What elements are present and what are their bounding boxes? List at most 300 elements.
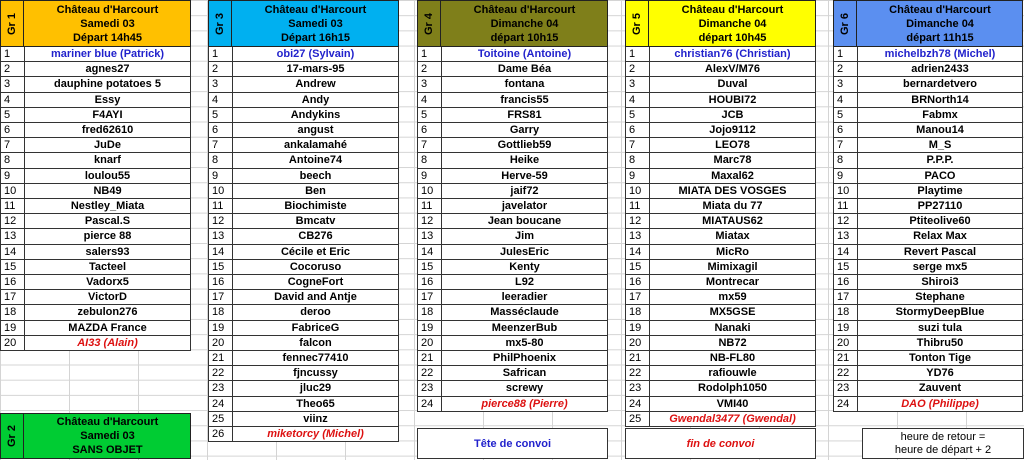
- participant-name: FRS81: [441, 108, 608, 123]
- departure-time: départ 10h15: [490, 31, 559, 44]
- participant-name: suzi tula: [857, 321, 1023, 336]
- row-number: 18: [0, 305, 24, 320]
- table-row: [833, 321, 1023, 336]
- participant-name: CB276: [232, 229, 399, 244]
- participant-name: fontana: [441, 77, 608, 92]
- participant-name: Pascal.S: [24, 214, 191, 229]
- table-row: [625, 138, 816, 153]
- row-number: 16: [417, 275, 441, 290]
- row-number: 16: [833, 275, 857, 290]
- table-row: [417, 108, 608, 123]
- participant-name: Miata du 77: [649, 199, 816, 214]
- row-number: 2: [208, 62, 232, 77]
- participant-name: dauphine potatoes 5: [24, 77, 191, 92]
- table-row: [417, 260, 608, 275]
- participant-name: mx59: [649, 290, 816, 305]
- table-row: [625, 214, 816, 229]
- participant-name: Maxal62: [649, 169, 816, 184]
- table-row: [208, 397, 399, 412]
- participant-name: Rodolph1050: [649, 381, 816, 396]
- participant-name: VictorD: [24, 290, 191, 305]
- table-row: [417, 47, 608, 62]
- table-row: [833, 397, 1023, 412]
- participant-name: pierce88 (Pierre): [441, 397, 608, 412]
- table-row: [0, 153, 191, 168]
- table-row: [208, 93, 399, 108]
- participant-name: Jim: [441, 229, 608, 244]
- participant-name: Miatax: [649, 229, 816, 244]
- table-row: [0, 275, 191, 290]
- table-row: [0, 184, 191, 199]
- participant-name: CogneFort: [232, 275, 399, 290]
- participant-name: Herve-59: [441, 169, 608, 184]
- row-number: 23: [833, 381, 857, 396]
- participant-name: YD76: [857, 366, 1023, 381]
- row-number: 12: [625, 214, 649, 229]
- row-number: 20: [417, 336, 441, 351]
- participant-name: Duval: [649, 77, 816, 92]
- row-number: 22: [208, 366, 232, 381]
- participant-name: Jojo9112: [649, 123, 816, 138]
- participant-name: Kenty: [441, 260, 608, 275]
- table-row: [0, 199, 191, 214]
- table-row: [625, 305, 816, 320]
- table-row: [208, 153, 399, 168]
- row-number: 11: [417, 199, 441, 214]
- row-number: 9: [417, 169, 441, 184]
- row-number: 1: [208, 47, 232, 62]
- row-number: 6: [625, 123, 649, 138]
- table-row: [208, 427, 399, 442]
- participant-name: Safrican: [441, 366, 608, 381]
- row-number: 4: [208, 93, 232, 108]
- participant-name: MX5GSE: [649, 305, 816, 320]
- participant-name: leeradier: [441, 290, 608, 305]
- table-row: [208, 229, 399, 244]
- table-row: [417, 381, 608, 396]
- table-row: [208, 214, 399, 229]
- row-number: 4: [417, 93, 441, 108]
- participant-name: obi27 (Sylvain): [232, 47, 399, 62]
- participant-name: salers93: [24, 245, 191, 260]
- participant-name: fred62610: [24, 123, 191, 138]
- table-row: [417, 397, 608, 412]
- row-number: 13: [417, 229, 441, 244]
- group-label: Gr 6: [834, 1, 857, 46]
- row-number: 8: [625, 153, 649, 168]
- departure-time: départ 10h45: [698, 31, 767, 44]
- row-number: 6: [0, 123, 24, 138]
- participant-name: pierce 88: [24, 229, 191, 244]
- participant-name: M_S: [857, 138, 1023, 153]
- participant-name: agnes27: [24, 62, 191, 77]
- table-row: [833, 351, 1023, 366]
- participant-name: Andrew: [232, 77, 399, 92]
- participant-name: JulesEric: [441, 245, 608, 260]
- departure-time: Départ 16h15: [280, 31, 351, 44]
- row-number: 19: [833, 321, 857, 336]
- participant-name: Nanaki: [649, 321, 816, 336]
- row-number: 6: [833, 123, 857, 138]
- table-row: [208, 412, 399, 427]
- table-row: [833, 260, 1023, 275]
- return-note-line1: heure de retour =: [900, 430, 986, 443]
- table-row: [833, 77, 1023, 92]
- row-number: 9: [625, 169, 649, 184]
- participant-name: beech: [232, 169, 399, 184]
- table-row: [833, 153, 1023, 168]
- row-number: 14: [833, 245, 857, 260]
- table-row: [833, 93, 1023, 108]
- participant-name: michelbzh78 (Michel): [857, 47, 1023, 62]
- row-number: 24: [625, 397, 649, 412]
- row-number: 13: [833, 229, 857, 244]
- table-row: [417, 290, 608, 305]
- group-label: Gr 5: [626, 1, 649, 46]
- row-number: 7: [625, 138, 649, 153]
- participant-name: Essy: [24, 93, 191, 108]
- table-row: [833, 290, 1023, 305]
- participant-name: Dame Béa: [441, 62, 608, 77]
- table-row: [208, 138, 399, 153]
- row-number: 24: [417, 397, 441, 412]
- table-row: [208, 260, 399, 275]
- row-number: 19: [208, 321, 232, 336]
- table-row: [0, 305, 191, 320]
- row-number: 15: [208, 260, 232, 275]
- row-number: 3: [417, 77, 441, 92]
- participant-name: PACO: [857, 169, 1023, 184]
- participant-name: Theo65: [232, 397, 399, 412]
- participant-name: jluc29: [232, 381, 399, 396]
- departure-time: départ 11h15: [906, 31, 974, 44]
- row-number: 17: [417, 290, 441, 305]
- row-number: 2: [0, 62, 24, 77]
- participant-name: P.P.P.: [857, 153, 1023, 168]
- row-number: 3: [625, 77, 649, 92]
- row-number: 1: [0, 47, 24, 62]
- departure-time: Départ 14h45: [72, 31, 143, 44]
- row-number: 2: [833, 62, 857, 77]
- participant-name: Stephane: [857, 290, 1023, 305]
- participant-name: miketorcy (Michel): [232, 427, 399, 442]
- table-row: [625, 397, 816, 412]
- participant-name: screwy: [441, 381, 608, 396]
- row-number: 8: [0, 153, 24, 168]
- table-row: [625, 47, 816, 62]
- group-label: Gr 3: [209, 1, 232, 46]
- table-row: [0, 290, 191, 305]
- participant-name: Marc78: [649, 153, 816, 168]
- row-number: 19: [0, 321, 24, 336]
- table-row: [833, 229, 1023, 244]
- row-number: 13: [208, 229, 232, 244]
- participant-name: BRNorth14: [857, 93, 1023, 108]
- participant-name: VMI40: [649, 397, 816, 412]
- row-number: 22: [417, 366, 441, 381]
- table-row: [833, 381, 1023, 396]
- participant-name: Tacteel: [24, 260, 191, 275]
- table-row: [833, 169, 1023, 184]
- table-row: [833, 108, 1023, 123]
- participant-name: ankalamahé: [232, 138, 399, 153]
- table-row: [417, 169, 608, 184]
- row-number: 8: [208, 153, 232, 168]
- row-number: 1: [417, 47, 441, 62]
- row-number: 21: [625, 351, 649, 366]
- row-number: 18: [625, 305, 649, 320]
- table-row: [208, 108, 399, 123]
- table-row: [625, 245, 816, 260]
- participant-name: loulou55: [24, 169, 191, 184]
- table-row: [625, 108, 816, 123]
- table-row: [208, 351, 399, 366]
- participant-name: rafiouwle: [649, 366, 816, 381]
- participant-name: AI33 (Alain): [24, 336, 191, 351]
- date: Dimanche 04: [906, 17, 974, 30]
- participant-name: LEO78: [649, 138, 816, 153]
- row-number: 23: [625, 381, 649, 396]
- row-number: 7: [0, 138, 24, 153]
- participant-name: FabriceG: [232, 321, 399, 336]
- date: Dimanche 04: [490, 17, 559, 30]
- table-row: [625, 229, 816, 244]
- row-number: 17: [625, 290, 649, 305]
- group-label: Gr 1: [1, 1, 24, 46]
- table-row: [833, 199, 1023, 214]
- row-number: 24: [208, 397, 232, 412]
- row-number: 10: [833, 184, 857, 199]
- participant-name: AlexV/M76: [649, 62, 816, 77]
- participant-name: Antoine74: [232, 153, 399, 168]
- row-number: 12: [417, 214, 441, 229]
- table-row: [208, 77, 399, 92]
- row-number: 25: [625, 412, 649, 427]
- row-number: 17: [833, 290, 857, 305]
- row-number: 13: [0, 229, 24, 244]
- participant-name: JuDe: [24, 138, 191, 153]
- table-row: [0, 62, 191, 77]
- row-number: 9: [0, 169, 24, 184]
- table-row: [417, 275, 608, 290]
- legend-end-of-convoy: fin de convoi: [625, 428, 816, 459]
- venue: Château d'Harcourt: [681, 3, 784, 16]
- participant-name: StormyDeepBlue: [857, 305, 1023, 320]
- table-row: [833, 62, 1023, 77]
- row-number: 18: [833, 305, 857, 320]
- row-number: 9: [833, 169, 857, 184]
- row-number: 17: [208, 290, 232, 305]
- row-number: 7: [833, 138, 857, 153]
- table-row: [625, 351, 816, 366]
- group-title: [25, 1, 190, 46]
- table-row: [0, 260, 191, 275]
- table-row: [417, 153, 608, 168]
- participant-name: MeenzerBub: [441, 321, 608, 336]
- row-number: 5: [0, 108, 24, 123]
- row-number: 14: [0, 245, 24, 260]
- row-number: 10: [0, 184, 24, 199]
- row-number: 17: [0, 290, 24, 305]
- table-row: [0, 321, 191, 336]
- participant-name: Andykins: [232, 108, 399, 123]
- participant-name: fjncussy: [232, 366, 399, 381]
- table-row: [417, 305, 608, 320]
- participant-name: PhilPhoenix: [441, 351, 608, 366]
- participant-name: Tonton Tige: [857, 351, 1023, 366]
- table-row: [208, 123, 399, 138]
- table-row: [625, 290, 816, 305]
- row-number: 19: [417, 321, 441, 336]
- table-row: [417, 229, 608, 244]
- row-number: 21: [208, 351, 232, 366]
- group-2-header: [0, 413, 191, 459]
- table-row: [625, 381, 816, 396]
- participant-name: Gwendal3477 (Gwendal): [649, 412, 816, 427]
- participant-name: Revert Pascal: [857, 245, 1023, 260]
- row-number: 20: [208, 336, 232, 351]
- table-row: [208, 366, 399, 381]
- table-row: [417, 123, 608, 138]
- table-row: [833, 214, 1023, 229]
- participant-name: Shiroi3: [857, 275, 1023, 290]
- participant-name: Bmcatv: [232, 214, 399, 229]
- table-row: [625, 336, 816, 351]
- participant-name: 17-mars-95: [232, 62, 399, 77]
- row-number: 23: [208, 381, 232, 396]
- table-row: [208, 199, 399, 214]
- group-header: [833, 0, 1023, 47]
- table-row: [625, 184, 816, 199]
- table-row: [625, 93, 816, 108]
- participant-name: Heike: [441, 153, 608, 168]
- participant-name: adrien2433: [857, 62, 1023, 77]
- group-header: [208, 0, 399, 47]
- participant-name: Toitoine (Antoine): [441, 47, 608, 62]
- row-number: 23: [417, 381, 441, 396]
- date: Samedi 03: [288, 17, 343, 30]
- row-number: 11: [0, 199, 24, 214]
- group-label: Gr 2: [1, 414, 24, 458]
- participant-name: NB72: [649, 336, 816, 351]
- participant-name: falcon: [232, 336, 399, 351]
- row-number: 7: [417, 138, 441, 153]
- row-number: 12: [833, 214, 857, 229]
- group-title: [442, 1, 607, 46]
- table-row: [208, 305, 399, 320]
- row-number: 26: [208, 427, 232, 442]
- row-number: 14: [417, 245, 441, 260]
- participant-name: L92: [441, 275, 608, 290]
- row-number: 12: [0, 214, 24, 229]
- group-title: [25, 414, 190, 458]
- table-row: [0, 214, 191, 229]
- group-title: [650, 1, 815, 46]
- row-number: 6: [208, 123, 232, 138]
- participant-name: deroo: [232, 305, 399, 320]
- table-row: [625, 169, 816, 184]
- row-number: 4: [833, 93, 857, 108]
- participant-name: angust: [232, 123, 399, 138]
- row-number: 3: [0, 77, 24, 92]
- venue: Château d'Harcourt: [264, 3, 367, 16]
- participant-name: Masséclaude: [441, 305, 608, 320]
- participant-name: MicRo: [649, 245, 816, 260]
- table-row: [0, 47, 191, 62]
- table-row: [625, 321, 816, 336]
- row-number: 2: [417, 62, 441, 77]
- table-row: [625, 62, 816, 77]
- table-row: [208, 336, 399, 351]
- row-number: 21: [417, 351, 441, 366]
- row-number: 20: [0, 336, 24, 351]
- table-row: [625, 123, 816, 138]
- table-row: [208, 245, 399, 260]
- participant-name: NB49: [24, 184, 191, 199]
- row-number: 5: [208, 108, 232, 123]
- participant-name: mariner blue (Patrick): [24, 47, 191, 62]
- row-number: 14: [625, 245, 649, 260]
- participant-name: jaif72: [441, 184, 608, 199]
- venue: Château d'Harcourt: [56, 416, 159, 428]
- participant-name: Montrecar: [649, 275, 816, 290]
- participant-name: Garry: [441, 123, 608, 138]
- table-row: [208, 184, 399, 199]
- row-number: 15: [625, 260, 649, 275]
- row-number: 15: [417, 260, 441, 275]
- group-title: [858, 1, 1022, 46]
- participant-name: F4AYI: [24, 108, 191, 123]
- participant-name: christian76 (Christian): [649, 47, 816, 62]
- row-number: 18: [417, 305, 441, 320]
- row-number: 4: [625, 93, 649, 108]
- participant-name: MIATAUS62: [649, 214, 816, 229]
- participant-name: Biochimiste: [232, 199, 399, 214]
- row-number: 15: [833, 260, 857, 275]
- table-row: [417, 351, 608, 366]
- participant-name: MAZDA France: [24, 321, 191, 336]
- table-row: [0, 245, 191, 260]
- group-header: [0, 0, 191, 47]
- participant-name: NB-FL80: [649, 351, 816, 366]
- participant-name: Cécile et Eric: [232, 245, 399, 260]
- participant-name: fennec77410: [232, 351, 399, 366]
- participant-name: Mimixagil: [649, 260, 816, 275]
- participant-name: mx5-80: [441, 336, 608, 351]
- row-number: 14: [208, 245, 232, 260]
- return-note-line2: heure de départ + 2: [894, 443, 992, 456]
- legend-head-of-convoy: Tête de convoi: [417, 428, 608, 459]
- table-row: [833, 47, 1023, 62]
- table-row: [625, 412, 816, 427]
- table-row: [625, 275, 816, 290]
- participant-name: Zauvent: [857, 381, 1023, 396]
- venue: Château d'Harcourt: [889, 3, 991, 16]
- table-row: [833, 275, 1023, 290]
- table-row: [625, 366, 816, 381]
- row-number: 16: [625, 275, 649, 290]
- row-number: 19: [625, 321, 649, 336]
- row-number: 18: [208, 305, 232, 320]
- participant-name: Ben: [232, 184, 399, 199]
- row-number: 25: [208, 412, 232, 427]
- table-row: [208, 275, 399, 290]
- row-number: 1: [833, 47, 857, 62]
- row-number: 11: [208, 199, 232, 214]
- table-row: [208, 381, 399, 396]
- table-row: [0, 108, 191, 123]
- participant-name: Cocoruso: [232, 260, 399, 275]
